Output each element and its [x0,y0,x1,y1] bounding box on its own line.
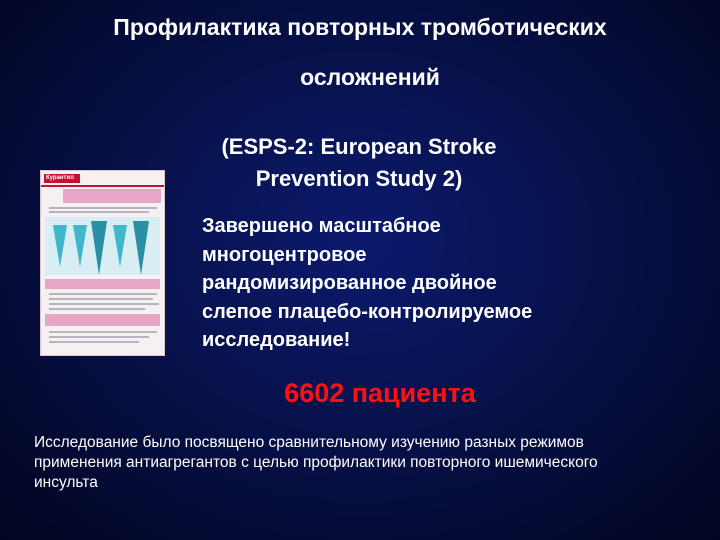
poster-arrow [113,225,127,267]
poster-logo: Курантил [44,174,80,183]
footer-line: инсульта [34,474,98,491]
poster-arrow [53,225,67,267]
poster-text-line [49,211,149,213]
poster-text-line [49,341,139,343]
study-description [202,212,532,355]
description-line: исследование! [202,329,351,351]
footer-note [34,433,704,493]
poster-text-line [49,336,149,338]
footer-line: Исследование было посвящено сравнительному изучению разных режимов [34,434,584,451]
poster-text-line [49,298,153,300]
poster-conclusion-box [45,314,160,326]
description-line: слепое плацебо-контролируемое [202,300,533,323]
description-line: Завершено масштабное [202,215,441,237]
poster-text-line [49,308,145,310]
slide-title-line-1: Профилактика повторных тромботических [113,14,607,40]
poster-summary-box [45,279,160,289]
poster-text-line [49,331,157,333]
description-line: рандомизированное двойное [202,272,497,294]
poster-text-line [49,293,157,295]
poster-arrow [73,225,87,267]
poster-header-box [63,189,161,203]
study-name-line-1: (ESPS-2: European Stroke [221,134,497,159]
poster-text-line [49,207,157,209]
poster-arrow [133,221,149,275]
study-name-line-2: Prevention Study 2) [255,166,463,191]
poster-text-line [49,303,159,305]
footer-line: применения антиагрегантов с целью профилактики повторного ишемического [34,454,598,471]
poster-stripe [41,185,164,187]
study-poster-image [40,170,165,356]
poster-arrow [91,221,107,275]
description-line: многоцентровое [202,243,367,266]
patient-count: 6602 пациента [284,378,476,408]
study-name [150,131,568,195]
slide-title-line-2: осложнений [300,64,440,90]
